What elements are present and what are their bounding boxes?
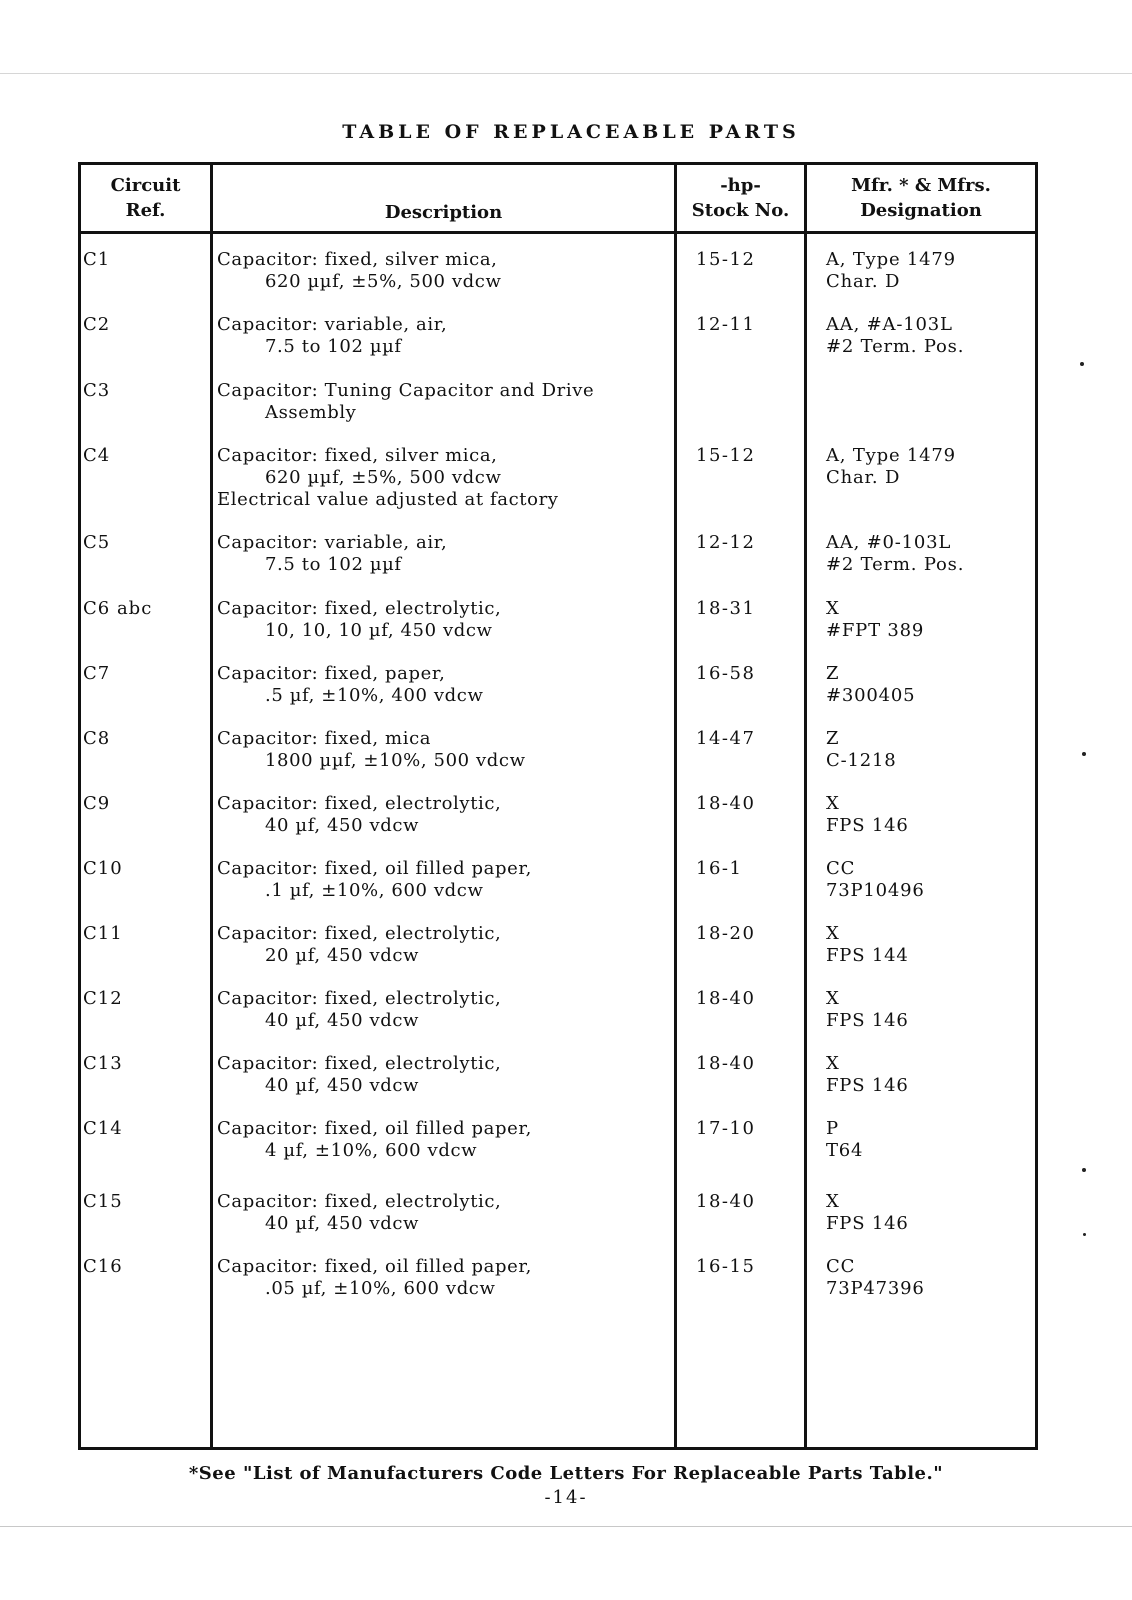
description-line: 4 µf, ±10%, 600 vdcw — [265, 1140, 478, 1161]
header-stock-line2: Stock No. — [691, 200, 790, 221]
circuit-ref-cell: C4 — [83, 445, 111, 466]
mfr-line: FPS 146 — [826, 1010, 909, 1031]
description-cell — [217, 445, 677, 511]
mfr-line: FPS 146 — [826, 1213, 909, 1234]
circuit-ref-cell: C6 abc — [83, 598, 153, 619]
header-circuit-ref-line2: Ref. — [125, 200, 166, 221]
mfr-designation-cell — [826, 858, 1026, 902]
description-line: Capacitor: fixed, electrolytic, — [217, 793, 502, 814]
table-row — [81, 1256, 1035, 1316]
mfr-line: 73P10496 — [826, 880, 925, 901]
description-line: 7.5 to 102 µµf — [265, 554, 402, 575]
stock-number-cell: 18-40 — [696, 1053, 756, 1074]
description-cell — [217, 793, 677, 837]
stock-number-cell: 18-31 — [696, 598, 756, 619]
scan-top-edge — [0, 73, 1132, 74]
header-stock-line1: -hp- — [720, 175, 761, 196]
mfr-line: FPS 146 — [826, 815, 909, 836]
mfr-line: Char. D — [826, 271, 901, 292]
mfr-line: 73P47396 — [826, 1278, 925, 1299]
circuit-ref-cell: C8 — [83, 728, 111, 749]
circuit-ref-cell: C16 — [83, 1256, 123, 1277]
description-cell — [217, 1191, 677, 1235]
table-row — [81, 663, 1035, 723]
mfr-line: T64 — [826, 1140, 864, 1161]
mfr-line: AA, #A-103L — [826, 314, 953, 335]
mfr-line: C-1218 — [826, 750, 897, 771]
description-cell — [217, 314, 677, 358]
circuit-ref-cell: C7 — [83, 663, 111, 684]
table-row — [81, 728, 1035, 788]
stock-number-cell: 15-12 — [696, 249, 756, 270]
circuit-ref-cell: C13 — [83, 1053, 123, 1074]
table-row — [81, 1053, 1035, 1113]
mfr-line: #2 Term. Pos. — [826, 554, 965, 575]
header-circuit-ref — [81, 165, 210, 231]
description-line: 40 µf, 450 vdcw — [265, 815, 420, 836]
description-line: 40 µf, 450 vdcw — [265, 1213, 420, 1234]
header-description-label: Description — [384, 202, 503, 223]
page-title: TABLE OF REPLACEABLE PARTS — [342, 121, 800, 143]
description-line: 10, 10, 10 µf, 450 vdcw — [265, 620, 493, 641]
mfr-line: CC — [826, 1256, 856, 1277]
parts-table — [78, 162, 1038, 1450]
mfr-designation-cell — [826, 988, 1026, 1032]
description-cell — [217, 1118, 677, 1162]
mfr-line: Z — [826, 663, 840, 684]
description-cell — [217, 249, 677, 293]
stock-number-cell: 16-1 — [696, 858, 743, 879]
description-cell — [217, 663, 677, 707]
description-cell — [217, 598, 677, 642]
circuit-ref-cell: C12 — [83, 988, 123, 1009]
description-line: Electrical value adjusted at factory — [217, 489, 559, 510]
description-cell — [217, 1256, 677, 1300]
mfr-designation-cell — [826, 663, 1026, 707]
header-mfr-line2: Designation — [860, 200, 982, 221]
description-line: Capacitor: fixed, electrolytic, — [217, 988, 502, 1009]
table-row — [81, 532, 1035, 592]
circuit-ref-cell: C10 — [83, 858, 123, 879]
circuit-ref-cell: C5 — [83, 532, 111, 553]
description-line: .1 µf, ±10%, 600 vdcw — [265, 880, 484, 901]
scan-speck — [1082, 1168, 1086, 1172]
description-cell — [217, 923, 677, 967]
scan-speck — [1080, 362, 1084, 366]
table-row — [81, 380, 1035, 440]
mfr-line: AA, #0-103L — [826, 532, 952, 553]
description-line: Capacitor: fixed, electrolytic, — [217, 923, 502, 944]
description-cell — [217, 728, 677, 772]
mfr-line: X — [826, 988, 840, 1009]
description-line: .05 µf, ±10%, 600 vdcw — [265, 1278, 496, 1299]
circuit-ref-cell: C15 — [83, 1191, 123, 1212]
mfr-line: #2 Term. Pos. — [826, 336, 965, 357]
stock-number-cell: 12-12 — [696, 532, 756, 553]
page-number: -14- — [544, 1487, 588, 1508]
stock-number-cell: 15-12 — [696, 445, 756, 466]
scan-speck — [1082, 752, 1086, 756]
description-line: Capacitor: Tuning Capacitor and Drive — [217, 380, 595, 401]
mfr-designation-cell — [826, 1053, 1026, 1097]
description-line: Capacitor: fixed, electrolytic, — [217, 598, 502, 619]
header-description — [213, 165, 674, 231]
description-line: 1800 µµf, ±10%, 500 vdcw — [265, 750, 526, 771]
table-row — [81, 314, 1035, 374]
circuit-ref-cell: C1 — [83, 249, 111, 270]
description-line: Capacitor: variable, air, — [217, 532, 448, 553]
description-line: 620 µµf, ±5%, 500 vdcw — [265, 467, 502, 488]
mfr-line: Char. D — [826, 467, 901, 488]
table-row — [81, 1118, 1035, 1178]
header-divider — [81, 231, 1035, 234]
table-row — [81, 1191, 1035, 1251]
mfr-line: X — [826, 1053, 840, 1074]
mfr-line: A, Type 1479 — [826, 249, 956, 270]
description-cell — [217, 380, 677, 424]
mfr-line: X — [826, 923, 840, 944]
description-line: Capacitor: fixed, mica — [217, 728, 432, 749]
mfr-line: X — [826, 793, 840, 814]
mfr-designation-cell — [826, 1256, 1026, 1300]
mfr-line: FPS 144 — [826, 945, 909, 966]
table-row — [81, 249, 1035, 309]
mfr-designation-cell — [826, 445, 1026, 489]
stock-number-cell: 16-58 — [696, 663, 756, 684]
footnote: *See "List of Manufacturers Code Letters For Replaceable Parts Table." — [188, 1463, 944, 1484]
mfr-designation-cell — [826, 532, 1026, 576]
description-line: Capacitor: variable, air, — [217, 314, 448, 335]
table-row — [81, 988, 1035, 1048]
table-row — [81, 598, 1035, 658]
description-cell — [217, 532, 677, 576]
header-circuit-ref-line1: Circuit — [110, 175, 181, 196]
table-row — [81, 858, 1035, 918]
description-line: Capacitor: fixed, paper, — [217, 663, 446, 684]
stock-number-cell: 12-11 — [696, 314, 756, 335]
description-line: 40 µf, 450 vdcw — [265, 1075, 420, 1096]
mfr-line: P — [826, 1118, 839, 1139]
mfr-designation-cell — [826, 598, 1026, 642]
mfr-line: X — [826, 598, 840, 619]
description-line: Capacitor: fixed, oil filled paper, — [217, 1256, 532, 1277]
description-line: Capacitor: fixed, oil filled paper, — [217, 858, 532, 879]
circuit-ref-cell: C14 — [83, 1118, 123, 1139]
mfr-line: FPS 146 — [826, 1075, 909, 1096]
mfr-line: CC — [826, 858, 856, 879]
stock-number-cell: 18-20 — [696, 923, 756, 944]
header-mfr-designation — [807, 165, 1035, 231]
header-mfr-line1: Mfr. * & Mfrs. — [851, 175, 991, 196]
table-row — [81, 445, 1035, 510]
description-line: Assembly — [265, 402, 357, 423]
mfr-designation-cell — [826, 1118, 1026, 1162]
mfr-designation-cell — [826, 728, 1026, 772]
stock-number-cell: 17-10 — [696, 1118, 756, 1139]
table-row — [81, 923, 1035, 983]
stock-number-cell: 14-47 — [696, 728, 756, 749]
mfr-designation-cell — [826, 923, 1026, 967]
header-stock-no — [677, 165, 804, 231]
description-cell — [217, 858, 677, 902]
description-cell — [217, 1053, 677, 1097]
description-line: 620 µµf, ±5%, 500 vdcw — [265, 271, 502, 292]
description-line: 20 µf, 450 vdcw — [265, 945, 420, 966]
description-line: 7.5 to 102 µµf — [265, 336, 402, 357]
description-line: Capacitor: fixed, electrolytic, — [217, 1053, 502, 1074]
circuit-ref-cell: C11 — [83, 923, 123, 944]
mfr-designation-cell — [826, 793, 1026, 837]
circuit-ref-cell: C2 — [83, 314, 111, 335]
description-line: .5 µf, ±10%, 400 vdcw — [265, 685, 484, 706]
description-line: Capacitor: fixed, silver mica, — [217, 445, 498, 466]
stock-number-cell: 16-15 — [696, 1256, 756, 1277]
mfr-line: Z — [826, 728, 840, 749]
description-line: Capacitor: fixed, oil filled paper, — [217, 1118, 532, 1139]
description-line: Capacitor: fixed, electrolytic, — [217, 1191, 502, 1212]
mfr-line: X — [826, 1191, 840, 1212]
mfr-designation-cell — [826, 1191, 1026, 1235]
scan-bottom-edge — [0, 1526, 1132, 1527]
circuit-ref-cell: C9 — [83, 793, 111, 814]
mfr-designation-cell — [826, 314, 1026, 358]
scan-speck — [1083, 1233, 1086, 1236]
mfr-line: #FPT 389 — [826, 620, 925, 641]
stock-number-cell: 18-40 — [696, 988, 756, 1009]
stock-number-cell: 18-40 — [696, 793, 756, 814]
mfr-line: #300405 — [826, 685, 916, 706]
mfr-designation-cell — [826, 249, 1026, 293]
description-line: 40 µf, 450 vdcw — [265, 1010, 420, 1031]
circuit-ref-cell: C3 — [83, 380, 111, 401]
description-cell — [217, 988, 677, 1032]
description-line: Capacitor: fixed, silver mica, — [217, 249, 498, 270]
table-row — [81, 793, 1035, 853]
mfr-line: A, Type 1479 — [826, 445, 956, 466]
stock-number-cell: 18-40 — [696, 1191, 756, 1212]
